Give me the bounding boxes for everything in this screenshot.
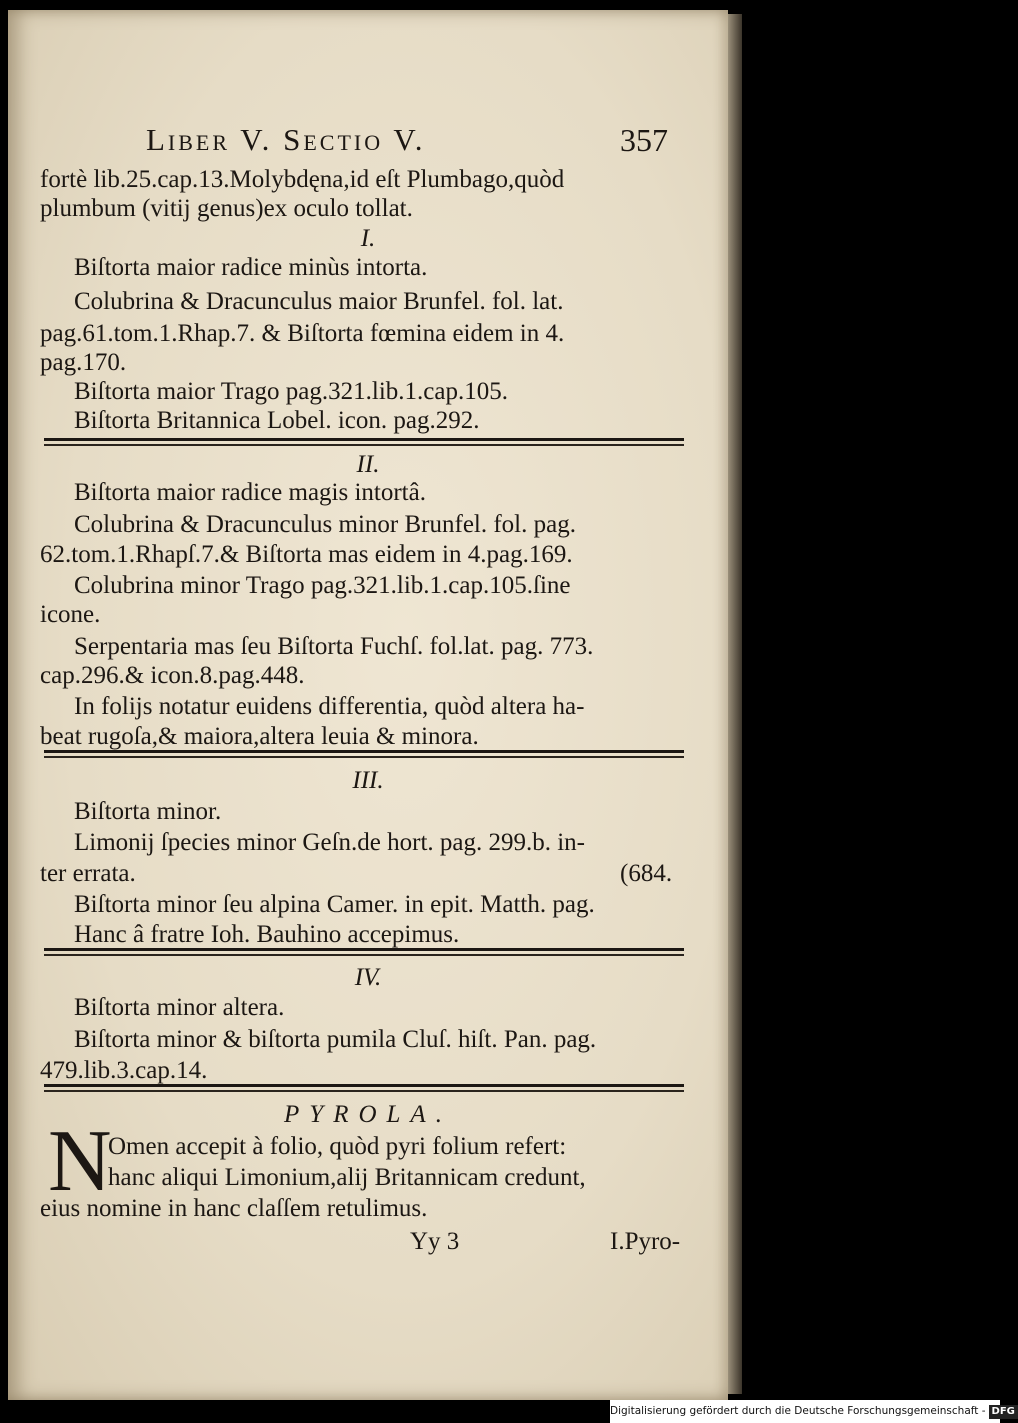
entry-line: Biſtorta minor & biſtorta pumila Cluſ. hiſt. Pan. pag. [74,1026,597,1053]
entry-line: pag.170. [40,349,127,376]
section-rule [44,750,684,753]
entry-line: 62.tom.1.Rhapſ.7.& Biſtorta mas eidem in 4.pag.169. [40,541,573,568]
section-rule [44,948,684,951]
entry-line: Serpentaria mas ſeu Biſtorta Fuchſ. fol.lat. pag. 773. [74,633,594,660]
entry-line: beat rugoſa,& maiora,altera leuia & minora. [40,723,479,750]
entry-line: 479.lib.3.cap.14. [40,1057,208,1084]
section-numeral: IV. [354,964,382,991]
entry-line: Biſtorta maior radice minùs intorta. [74,254,428,281]
running-title: Liber V. Sectio V. [146,122,426,157]
signature-mark: Yy 3 [410,1228,460,1255]
entry-line: Biſtorta minor ſeu alpina Camer. in epit. Matth. pag. [74,891,595,918]
entry-line: Biſtorta maior radice magis intortâ. [74,479,426,506]
dfg-logo-icon: DFG [989,1405,1018,1419]
section-rule [44,756,684,758]
section-rule [44,444,684,446]
entry-line: Colubrina minor Trago pag.321.lib.1.cap.105.ſine [74,572,571,599]
entry-line: Limonij ſpecies minor Geſn.de hort. pag. 299.b. in- [74,829,586,856]
footer-text: Digitalisierung gefördert durch die Deutsche Forschungsgemeinschaft - [610,1405,986,1417]
entry-line: Colubrina & Dracunculus minor Brunfel. fol. pag. [74,511,576,538]
entry-line: Biſtorta minor altera. [74,994,285,1021]
body-line: hanc aliqui Limonium,alij Britannicam credunt, [108,1164,586,1191]
section-numeral: I. [360,225,376,252]
section-rule [44,1090,684,1092]
entry-line: Colubrina & Dracunculus maior Brunfel. fol. lat. [74,288,564,315]
body-line: eius nomine in hanc claſſem retulimus. [40,1195,428,1222]
section-rule [44,954,684,956]
intro-line: plumbum (vitij genus)ex oculo tollat. [40,195,413,222]
footer-credit [610,1400,1015,1423]
body-line: Omen accepit à folio, quòd pyri folium refert: [108,1133,567,1160]
section-title-pyrola: PYROLA. [284,1101,452,1128]
entry-line: cap.296.& icon.8.pag.448. [40,662,305,689]
entry-line: (684. [620,860,673,887]
entry-line: pag.61.tom.1.Rhap.7. & Biſtorta fœmina eidem in 4. [40,320,565,347]
drop-cap: N [48,1113,112,1210]
entry-line: Hanc â fratre Ioh. Bauhino accepimus. [74,921,460,948]
entry-line: In folijs notatur euidens differentia, quòd altera ha- [74,693,585,720]
section-rule [44,1084,684,1087]
page-edge [728,14,742,1394]
catchword: I.Pyro- [610,1228,681,1255]
entry-line: Biſtorta Britannica Lobel. icon. pag.292. [74,407,480,434]
intro-line: fortè lib.25.cap.13.Molybdęna,id eſt Plumbago,quòd [40,166,565,193]
entry-line: Biſtorta maior Trago pag.321.lib.1.cap.105. [74,378,508,405]
section-numeral: II. [356,451,380,478]
page-number: 357 [620,122,668,158]
entry-line: ter errata. [40,860,136,887]
entry-line: Biſtorta minor. [74,798,222,825]
section-numeral: III. [352,767,384,794]
section-rule [44,438,684,441]
entry-line: icone. [40,601,101,628]
book-page [8,10,728,1400]
